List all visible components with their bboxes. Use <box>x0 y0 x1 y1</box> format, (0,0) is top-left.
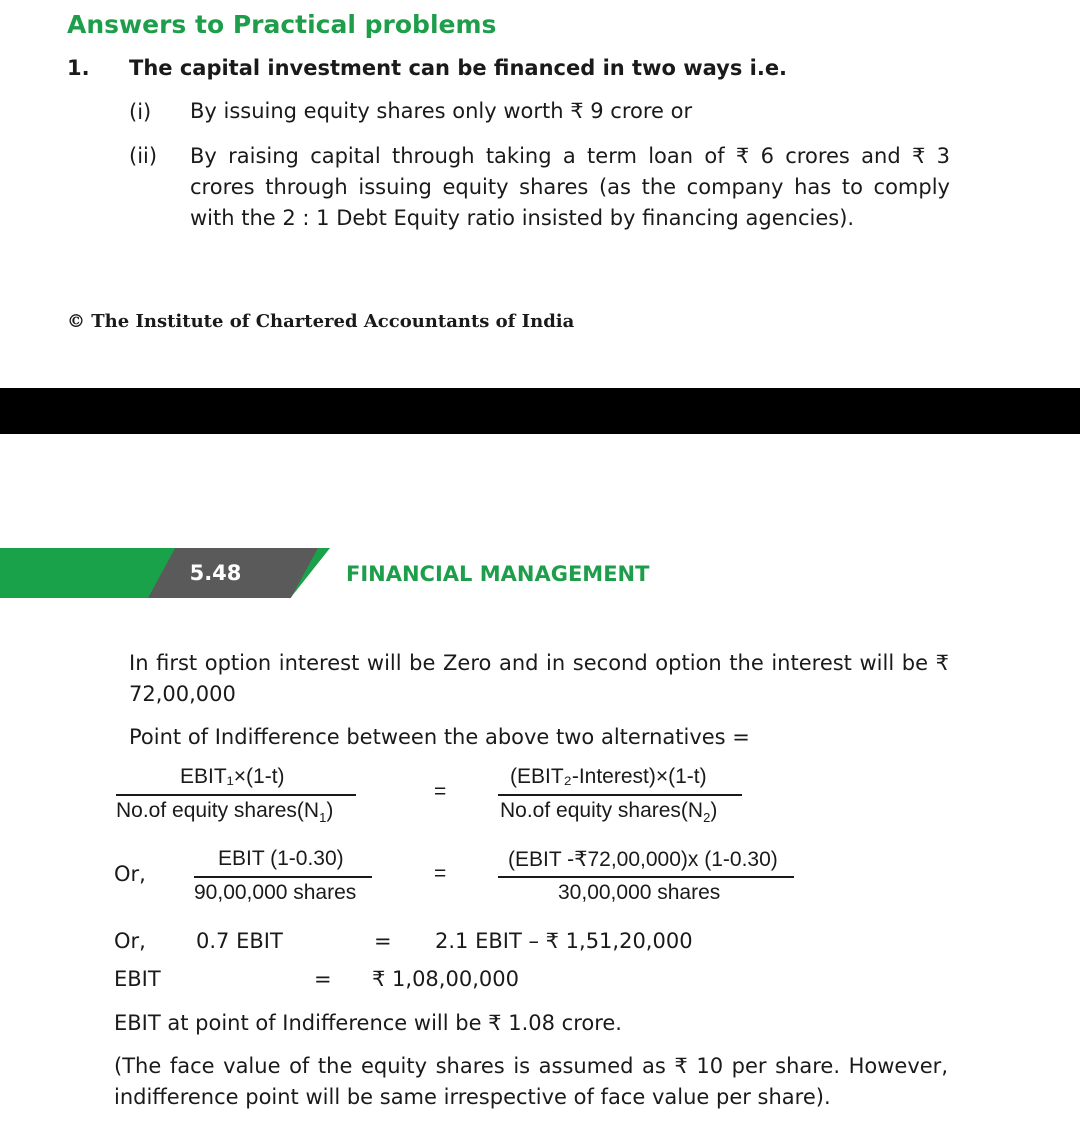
eq4-equals: = <box>314 967 332 991</box>
face-value-note: (The face value of the equity shares is assumed as ₹ 10 per share. However, indifference point will be same irrespective of face value per share). <box>114 1054 948 1109</box>
interest-paragraph: In first option interest will be Zero and in second option the interest will be ₹ 72,00,000 <box>129 651 949 706</box>
chapter-title: FINANCIAL MANAGEMENT <box>346 562 650 586</box>
eq2-left-numerator: EBIT (1-0.30) <box>218 847 344 870</box>
eq1-left-fraction-line <box>116 794 356 796</box>
section-heading: Answers to Practical problems <box>67 10 497 39</box>
eq1-equals: = <box>434 780 447 803</box>
indifference-intro: Point of Indifference between the above two alternatives = <box>129 725 750 749</box>
eq2-left-denominator: 90,00,000 shares <box>194 881 357 904</box>
eq2-right-denominator: 30,00,000 shares <box>558 881 721 904</box>
eq4-right: ₹ 1,08,00,000 <box>372 967 519 991</box>
eq1-left-numerator: EBIT₁×(1-t) <box>180 765 285 788</box>
option-1-text: By issuing equity shares only worth ₹ 9 crore or <box>190 99 693 123</box>
eq3-equals: = <box>374 929 392 953</box>
question-text: The capital investment can be financed in two ways i.e. <box>129 56 788 80</box>
question-number: 1. <box>67 56 90 80</box>
eq1-right-numerator: (EBIT₂-Interest)×(1-t) <box>510 765 707 788</box>
eq2-left-fraction-line <box>194 876 372 878</box>
eq1-left-denominator: No.of equity $shares(N_1)$ <box>116 799 334 826</box>
eq2-lead: Or, <box>114 862 146 886</box>
eq3-left: 0.7 EBIT <box>196 929 283 953</box>
eq1-right-fraction-line <box>498 794 742 796</box>
eq2-equals: = <box>434 862 447 885</box>
conclusion-text: EBIT at point of Indifference will be ₹ 1.08 crore. <box>114 1011 622 1035</box>
copyright-footer: © The Institute of Chartered Accountants of India <box>67 311 575 332</box>
option-2-label: (ii) <box>129 144 158 168</box>
eq4-left: EBIT <box>114 967 161 991</box>
option-2-text: By raising capital through taking a term loan of ₹ 6 crores and ₹ 3 crores through issuing equity shares (as the company has to comply with the 2 : 1 Debt Equity ratio insisted by financing agencies). <box>190 144 950 230</box>
eq1-right-denominator: No.of equity $shares(N_2)$ <box>500 799 718 826</box>
eq3-lead: Or, <box>114 929 146 953</box>
eq3-right: 2.1 EBIT – ₹ 1,51,20,000 <box>435 929 693 953</box>
eq2-right-numerator: (EBIT -₹72,00,000)x (1-0.30) <box>508 848 778 871</box>
page-break-band <box>0 388 1080 434</box>
page-number: 5.48 <box>189 561 242 585</box>
option-1-label: (i) <box>129 100 152 124</box>
eq2-right-fraction-line <box>498 876 794 878</box>
